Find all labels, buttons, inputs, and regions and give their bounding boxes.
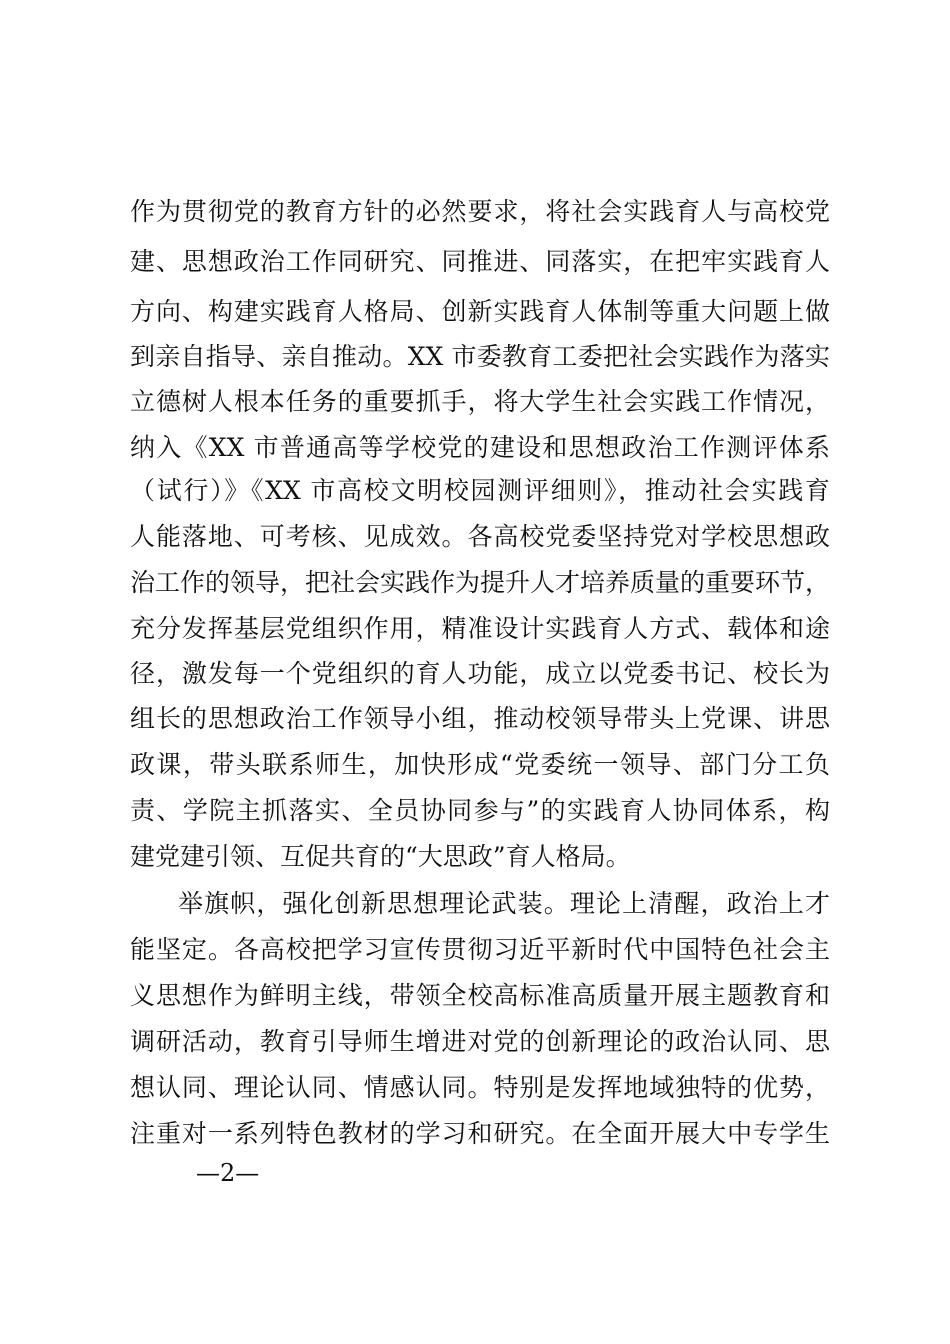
paragraph-line: 充分发挥基层党组织作用，精准设计实践育人方式、载体和途 [130, 614, 830, 643]
paragraph-line: 义思想作为鲜明主线，带领全校高标准高质量开展主题教育和 [130, 981, 830, 1010]
paragraph-line: 组长的思想政治工作领导小组，推动校领导带头上党课、讲思 [130, 704, 830, 733]
paragraph-line: 到亲自指导、亲自推动。XX 市委教育工委把社会实践作为落实 [130, 342, 830, 371]
paragraph-line: 方向、构建实践育人格局、创新实践育人体制等重大问题上做 [130, 297, 830, 326]
paragraph-line: （试行）》《XX 市高校文明校园测评细则》，推动社会实践育 [130, 476, 830, 505]
paragraph-line: 想认同、理论认同、情感认同。特别是发挥地域独特的优势， [130, 1073, 830, 1102]
paragraph-line: 治工作的领导，把社会实践作为提升人才培养质量的重要环节， [130, 568, 830, 597]
paragraph-line: 立德树人根本任务的重要抓手，将大学生社会实践工作情况， [130, 387, 830, 416]
paragraph-line: 建党建引领、互促共育的“大思政”育人格局。 [130, 842, 631, 871]
paragraph-line: 能坚定。各高校把学习宣传贯彻习近平新时代中国特色社会主 [130, 935, 830, 964]
paragraph-line: 建、思想政治工作同研究、同推进、同落实，在把牢实践育人 [130, 247, 830, 276]
page-number: —2— [196, 1159, 260, 1187]
paragraph-line: 径，激发每一个党组织的育人功能，成立以党委书记、校长为 [130, 659, 830, 688]
paragraph-line: 责、学院主抓落实、全员协同参与”的实践育人协同体系，构 [130, 796, 830, 825]
paragraph-line: 作为贯彻党的教育方针的必然要求，将社会实践育人与高校党 [130, 197, 830, 226]
paragraph-line: 调研活动，教育引导师生增进对党的创新理论的政治认同、思 [130, 1027, 830, 1056]
paragraph-line: 政课，带头联系师生，加快形成“党委统一领导、部门分工负 [130, 750, 830, 779]
paragraph-line: 举旗帜，强化创新思想理论武装。理论上清醒，政治上才 [178, 889, 830, 918]
paragraph-line: 注重对一系列特色教材的学习和研究。在全面开展大中专学生 [130, 1119, 830, 1148]
paragraph-line: 纳入《XX 市普通高等学校党的建设和思想政治工作测评体系 [130, 433, 830, 462]
paragraph-line: 人能落地、可考核、见成效。各高校党委坚持党对学校思想政 [130, 522, 830, 551]
